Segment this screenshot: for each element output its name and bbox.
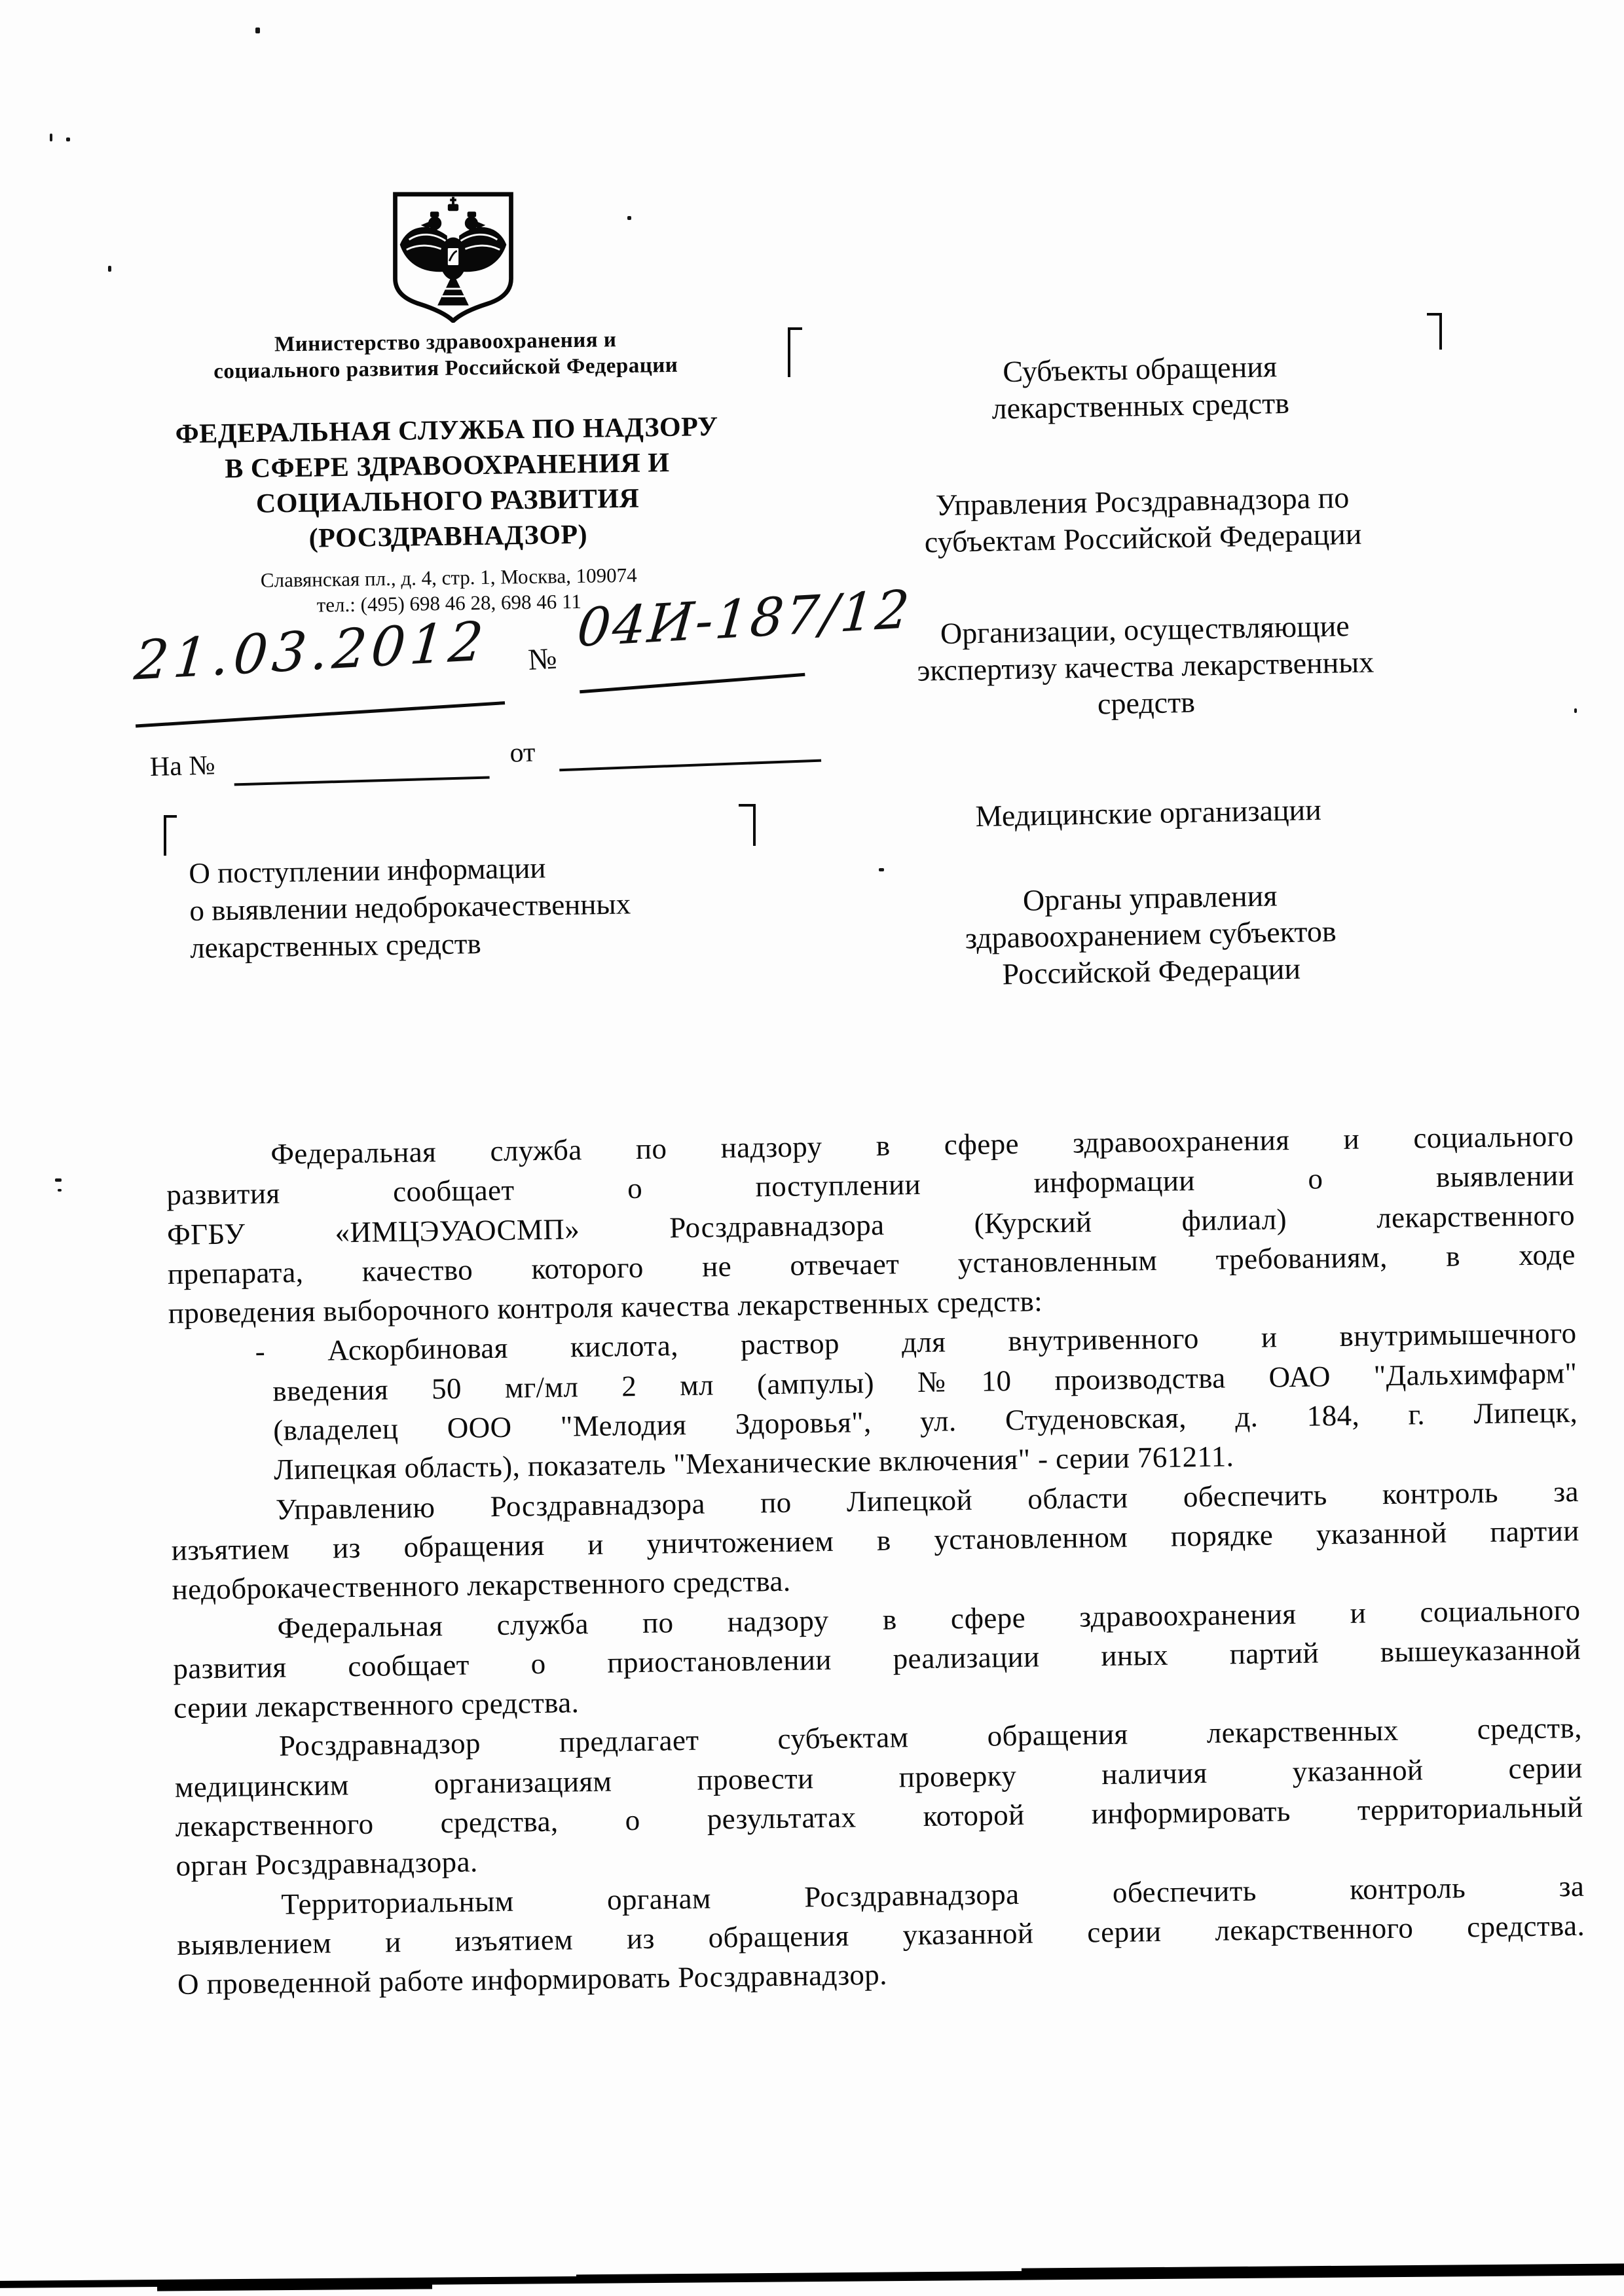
scan-speck — [255, 27, 260, 33]
body-line: орган Росздравнадзора. — [175, 1845, 478, 1883]
body-line: медицинским организациям провести проверку наличия указанной серии — [174, 1751, 1583, 1804]
body-line: развития сообщает о поступлении информации о выявлении — [166, 1159, 1575, 1212]
body-line: ФГБУ «ИМЦЭУАОСМП» Росздравнадзора (Курский филиал) лекарственного — [166, 1198, 1576, 1251]
letter-subject — [189, 845, 806, 967]
body-line: введения 50 мг/мл 2 мл (ампулы) №10 производства ОАО "Дальхимфарм" — [272, 1356, 1578, 1408]
scan-speck — [108, 266, 111, 272]
ref-date-blank — [559, 759, 821, 772]
ref-na-label: На № — [149, 750, 216, 782]
body-line: серии лекарственного средства. — [173, 1686, 580, 1725]
body-line: выявлением и изъятием из обращения указанной серии лекарственного средства. — [176, 1908, 1585, 1961]
service-name-line: В СФЕРЕ ЗДРАВООХРАНЕНИЯ И — [224, 447, 670, 484]
ministry-name-line: социального развития Российской Федерации — [213, 353, 678, 384]
addressee-item: Субъекты обращения лекарственных средств — [991, 350, 1290, 426]
body-line: Росздравнадзор предлагает субъектам обращения лекарственных средств, — [278, 1711, 1583, 1763]
scan-speck — [50, 134, 52, 141]
body-line: (владелец ООО "Мелодия Здоровья", ул. Студеновская, д. 184, г. Липецк, — [272, 1396, 1578, 1447]
subject-line: О поступлении информации — [189, 851, 546, 890]
scan-speck — [627, 216, 631, 220]
body-line: недоброкачественного лекарственного средства. — [172, 1565, 791, 1607]
body-line: развития сообщает о приостановлении реализации иных партий вышеуказанной — [173, 1632, 1581, 1685]
service-name-line: СОЦИАЛЬНОГО РАЗВИТИЯ — [255, 483, 640, 519]
service-name-line: ФЕДЕРАЛЬНАЯ СЛУЖБА ПО НАДЗОРУ — [175, 411, 718, 450]
scan-speck — [55, 1178, 62, 1182]
body-line: Липецкая область), показатель "Механические включения" - серии 761211. — [273, 1440, 1234, 1487]
body-line: Управлению Росздравнадзора по Липецкой области обеспечить контроль за — [275, 1474, 1579, 1526]
scan-speck — [1574, 708, 1577, 713]
addressee-item: Организации, осуществляющие экспертизу качества лекарственных средств — [917, 609, 1375, 721]
addressee-column — [838, 338, 1441, 991]
issuer-block — [105, 324, 790, 620]
handwritten-date: 21.03.2012 — [132, 610, 490, 693]
issuer-address: Славянская пл., д. 4, стр. 1, Москва, 109074 — [260, 563, 637, 592]
addressee-item: Медицинские организации — [975, 792, 1322, 833]
scan-speck — [66, 137, 70, 141]
ref-number-blank — [234, 776, 490, 786]
corner-mark-icon — [739, 804, 756, 846]
body-line: лекарственного средства, о результатах которой информировать территориальный — [175, 1790, 1583, 1843]
number-sign: № — [526, 641, 558, 676]
body-line: О проведенной работе информировать Росздравнадзор. — [177, 1958, 888, 2001]
addressee-item: Управления Росздравнадзора по субъектам Российской Федерации — [924, 481, 1362, 559]
number-underline — [580, 673, 805, 693]
reference-row — [149, 725, 858, 797]
addressee-item: Органы управления здравоохранением субъектов Российской Федерации — [965, 879, 1337, 991]
corner-mark-icon — [1427, 313, 1442, 350]
handwritten-outgoing-number: 04И-187/12 — [574, 578, 913, 659]
body-line: Федеральная служба по надзору в сфере здравоохранения и социального — [277, 1593, 1581, 1645]
body-line: препарата, качество которого не отвечает установленным требованиям, в ходе — [167, 1237, 1576, 1290]
issuer-phone: тел.: (495) 698 46 28, 698 46 11 — [316, 589, 582, 617]
service-name — [106, 408, 789, 558]
body-line: - Аскорбиновая кислота, раствор для внутривенного и внутримышечного — [255, 1317, 1577, 1368]
body-line: Федеральная служба по надзору в сфере здравоохранения и социального — [270, 1119, 1574, 1171]
subject-line: лекарственных средств — [189, 927, 482, 964]
scan-speck — [58, 1189, 62, 1192]
corner-mark-icon — [164, 815, 177, 856]
russian-coat-of-arms-icon — [388, 191, 518, 323]
body-text — [166, 1116, 1585, 2004]
body-line: Территориальным органам Росздравнадзора обеспечить контроль за — [281, 1869, 1585, 1921]
corner-mark-icon — [788, 327, 802, 377]
date-underline — [136, 701, 505, 727]
ministry-name-line: Министерство здравоохранения и — [274, 328, 617, 357]
ref-ot-label: от — [509, 737, 536, 769]
scan-speck — [879, 868, 884, 871]
body-line: изъятием из обращения и уничтожением в установленном порядке указанной партии — [171, 1514, 1579, 1567]
subject-line: о выявлении недоброкачественных — [189, 887, 631, 927]
service-name-line: (РОСЗДРАВНАДЗОР) — [308, 519, 588, 554]
body-line: проведения выборочного контроля качества лекарственных средств: — [168, 1285, 1043, 1330]
